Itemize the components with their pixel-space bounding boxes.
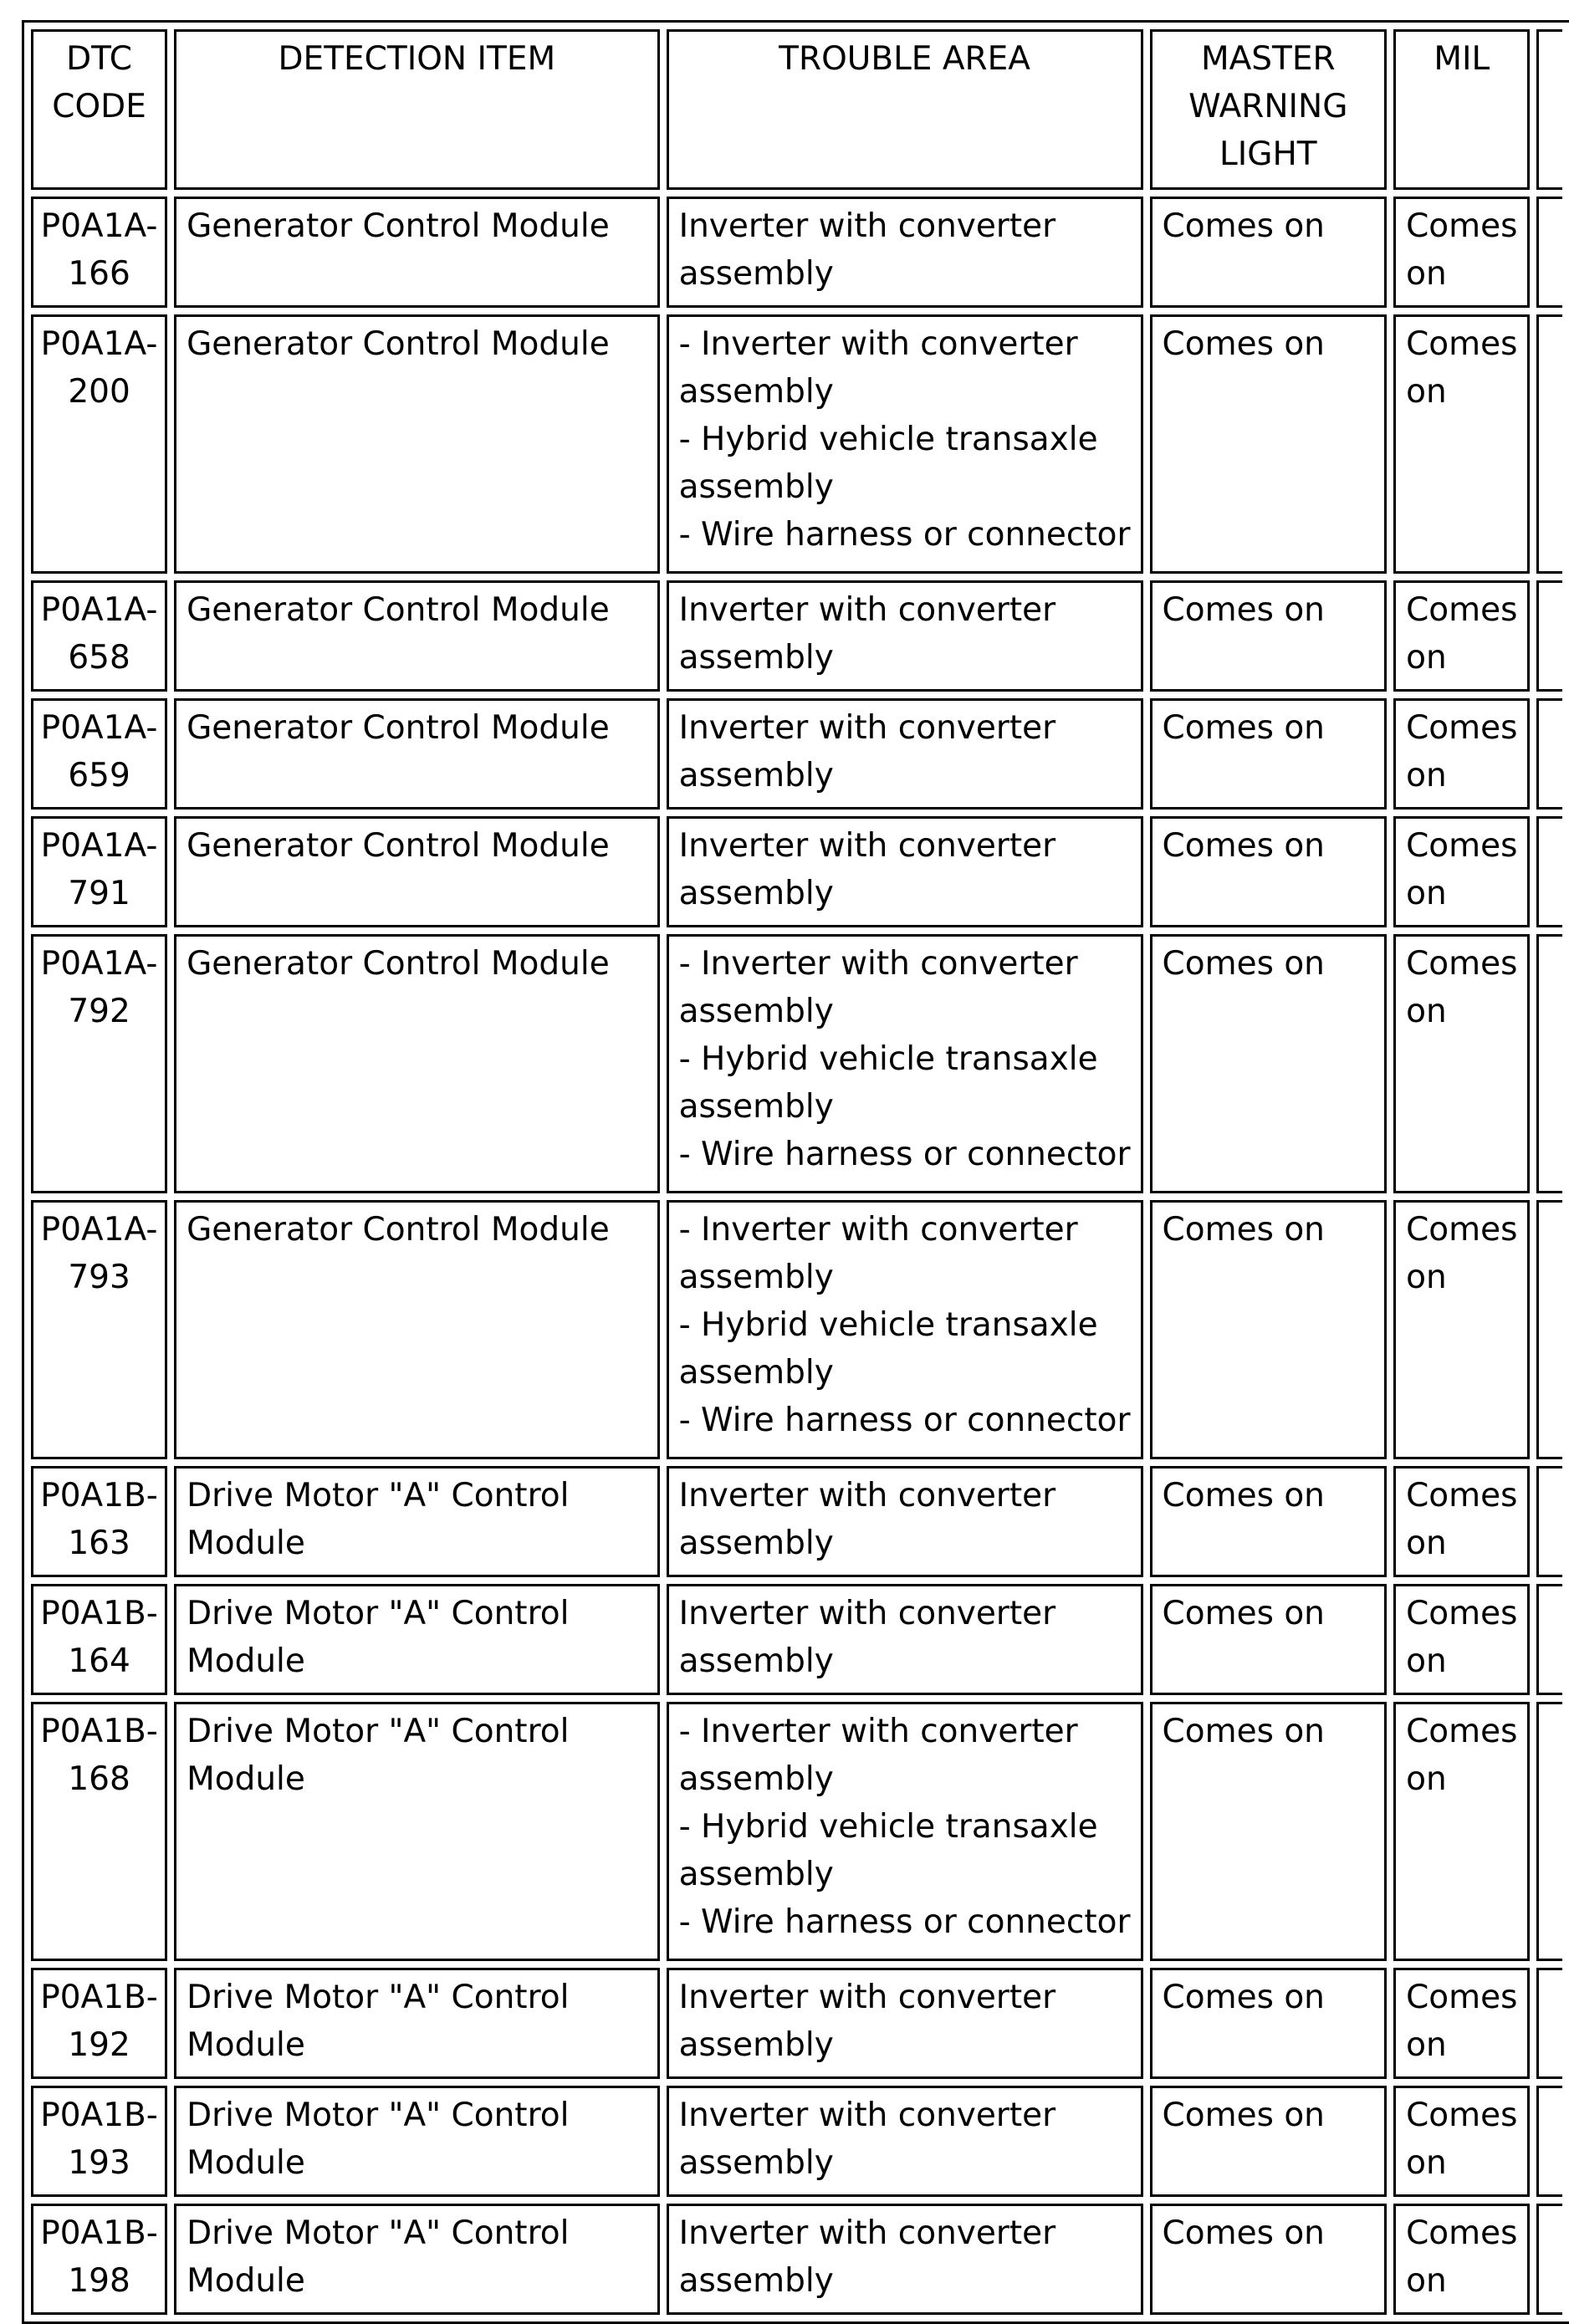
master-warning-light-cell: [1150, 1968, 1388, 2079]
cut-off-cell: [1536, 698, 1562, 810]
cell-text: assembly: [678, 1642, 834, 1680]
cell-text: Module: [187, 2026, 305, 2064]
cell-text: - Inverter with converter: [678, 945, 1078, 983]
cell-text: - Wire harness or connector: [678, 1136, 1131, 1173]
master-warning-light-cell: [1150, 1200, 1388, 1459]
trouble-area-cell: [667, 1702, 1143, 1961]
cut-off-cell: [1536, 1968, 1562, 2079]
detection-item-cell: [174, 1584, 660, 1695]
table-row: [31, 580, 1562, 692]
cell-text: P0A1A-: [40, 591, 158, 629]
cell-text: P0A1B-: [40, 2097, 158, 2134]
cell-text: assembly: [678, 1259, 834, 1296]
cell-text: Generator Control Module: [187, 827, 610, 865]
dtc-code-cell: [31, 1584, 167, 1695]
cell-text: 792: [68, 993, 130, 1030]
cell-text: 168: [68, 1760, 130, 1798]
cell-text: Module: [187, 2262, 305, 2300]
cell-text: assembly: [678, 1525, 834, 1562]
cell-text: assembly: [678, 2026, 834, 2064]
header-text: TROUBLE AREA: [779, 40, 1030, 78]
header-text: CODE: [52, 88, 146, 125]
trouble-area-cell: [667, 934, 1143, 1193]
cell-text: Generator Control Module: [187, 709, 610, 747]
cell-text: Inverter with converter: [678, 591, 1056, 629]
cell-text: Inverter with converter: [678, 2097, 1056, 2134]
cell-text: P0A1B-: [40, 1979, 158, 2016]
header-mil: [1393, 29, 1530, 190]
cell-text: P0A1A-: [40, 945, 158, 983]
dtc-code-cell: [31, 698, 167, 810]
cell-text: - Hybrid vehicle transaxle: [678, 421, 1098, 458]
detection-item-cell: [174, 1702, 660, 1961]
cell-text: P0A1A-: [40, 827, 158, 865]
cell-text: on: [1406, 1259, 1447, 1296]
table-row: [31, 1466, 1562, 1577]
cell-text: Inverter with converter: [678, 709, 1056, 747]
master-warning-light-cell: [1150, 1584, 1388, 1695]
table-row: [31, 1200, 1562, 1459]
cell-text: Comes on: [1162, 827, 1325, 865]
cut-off-cell: [1536, 2204, 1562, 2315]
detection-item-cell: [174, 2086, 660, 2197]
cell-text: Comes on: [1162, 945, 1325, 983]
table-row: [31, 2204, 1562, 2315]
dtc-code-cell: [31, 2086, 167, 2197]
header-text: DTC: [66, 40, 132, 78]
cut-off-cell: [1536, 1584, 1562, 1695]
cell-text: Inverter with converter: [678, 827, 1056, 865]
cell-text: assembly: [678, 639, 834, 677]
cell-text: 793: [68, 1259, 130, 1296]
cell-text: Comes: [1406, 945, 1518, 983]
cell-text: assembly: [678, 468, 834, 506]
cut-off-cell: [1536, 816, 1562, 927]
header-dtc-code: [31, 29, 167, 190]
cell-text: assembly: [678, 1354, 834, 1392]
cell-text: Comes on: [1162, 1595, 1325, 1632]
cell-text: - Wire harness or connector: [678, 516, 1131, 554]
cell-text: P0A1B-: [40, 2214, 158, 2252]
cell-text: assembly: [678, 255, 834, 293]
cell-text: assembly: [678, 2144, 834, 2182]
cell-text: Drive Motor "A" Control: [187, 2214, 570, 2252]
trouble-area-cell: [667, 1584, 1143, 1695]
mil-cell: [1393, 1584, 1530, 1695]
detection-item-cell: [174, 580, 660, 692]
cell-text: Drive Motor "A" Control: [187, 1979, 570, 2016]
master-warning-light-cell: [1150, 1702, 1388, 1961]
master-warning-light-cell: [1150, 698, 1388, 810]
trouble-area-cell: [667, 2086, 1143, 2197]
dtc-table: [22, 20, 1569, 2324]
cell-text: on: [1406, 639, 1447, 677]
dtc-code-cell: [31, 2204, 167, 2315]
cell-text: P0A1A-: [40, 207, 158, 245]
table-body: [31, 197, 1562, 2315]
cell-text: Comes: [1406, 325, 1518, 363]
detection-item-cell: [174, 816, 660, 927]
table-row: [31, 698, 1562, 810]
cell-text: 198: [68, 2262, 130, 2300]
cut-off-cell: [1536, 1702, 1562, 1961]
cell-text: Inverter with converter: [678, 207, 1056, 245]
cell-text: on: [1406, 255, 1447, 293]
table-row: [31, 2086, 1562, 2197]
dtc-code-cell: [31, 816, 167, 927]
mil-cell: [1393, 2086, 1530, 2197]
master-warning-light-cell: [1150, 2086, 1388, 2197]
cell-text: Generator Control Module: [187, 945, 610, 983]
detection-item-cell: [174, 197, 660, 308]
cell-text: Generator Control Module: [187, 207, 610, 245]
header-text: DETECTION ITEM: [278, 40, 556, 78]
dtc-code-cell: [31, 197, 167, 308]
cell-text: Module: [187, 2144, 305, 2182]
cell-text: Drive Motor "A" Control: [187, 1477, 570, 1514]
cell-text: Drive Motor "A" Control: [187, 1595, 570, 1632]
cell-text: P0A1B-: [40, 1477, 158, 1514]
mil-cell: [1393, 197, 1530, 308]
mil-cell: [1393, 934, 1530, 1193]
cell-text: P0A1A-: [40, 325, 158, 363]
cell-text: on: [1406, 2144, 1447, 2182]
detection-item-cell: [174, 1200, 660, 1459]
mil-cell: [1393, 1466, 1530, 1577]
cell-text: assembly: [678, 1760, 834, 1798]
dtc-code-cell: [31, 1702, 167, 1961]
table-row: [31, 816, 1562, 927]
mil-cell: [1393, 580, 1530, 692]
header-row: [31, 29, 1562, 190]
master-warning-light-cell: [1150, 1466, 1388, 1577]
cell-text: on: [1406, 757, 1447, 794]
cell-text: assembly: [678, 875, 834, 912]
cut-off-cell: [1536, 1200, 1562, 1459]
cell-text: Comes on: [1162, 1477, 1325, 1514]
cell-text: Comes: [1406, 1477, 1518, 1514]
dtc-code-cell: [31, 314, 167, 574]
cell-text: assembly: [678, 993, 834, 1030]
cell-text: - Wire harness or connector: [678, 1903, 1131, 1941]
trouble-area-cell: [667, 1466, 1143, 1577]
cut-off-cell: [1536, 580, 1562, 692]
cell-text: 658: [68, 639, 130, 677]
cell-text: on: [1406, 2026, 1447, 2064]
table-row: [31, 1702, 1562, 1961]
header-text: WARNING: [1188, 88, 1348, 125]
detection-item-cell: [174, 1968, 660, 2079]
master-warning-light-cell: [1150, 197, 1388, 308]
cell-text: 166: [68, 255, 130, 293]
mil-cell: [1393, 314, 1530, 574]
table-row: [31, 1968, 1562, 2079]
dtc-code-cell: [31, 934, 167, 1193]
cell-text: on: [1406, 2262, 1447, 2300]
cell-text: assembly: [678, 373, 834, 411]
cell-text: on: [1406, 875, 1447, 912]
cell-text: assembly: [678, 2262, 834, 2300]
header-text: LIGHT: [1219, 135, 1317, 173]
cell-text: Drive Motor "A" Control: [187, 2097, 570, 2134]
cell-text: Generator Control Module: [187, 325, 610, 363]
cell-text: on: [1406, 373, 1447, 411]
trouble-area-cell: [667, 2204, 1143, 2315]
cell-text: Inverter with converter: [678, 2214, 1056, 2252]
trouble-area-cell: [667, 197, 1143, 308]
master-warning-light-cell: [1150, 314, 1388, 574]
header-detection-item: [174, 29, 660, 190]
cell-text: on: [1406, 993, 1447, 1030]
header-text: MIL: [1434, 40, 1490, 78]
cell-text: Comes: [1406, 591, 1518, 629]
cell-text: - Hybrid vehicle transaxle: [678, 1306, 1098, 1344]
cell-text: Comes: [1406, 827, 1518, 865]
cell-text: Generator Control Module: [187, 591, 610, 629]
cell-text: Comes: [1406, 2214, 1518, 2252]
cell-text: Comes on: [1162, 1979, 1325, 2016]
cell-text: Comes on: [1162, 709, 1325, 747]
detection-item-cell: [174, 1466, 660, 1577]
cell-text: Comes on: [1162, 1211, 1325, 1249]
cell-text: assembly: [678, 1856, 834, 1893]
cut-off-cell: [1536, 314, 1562, 574]
cell-text: 791: [68, 875, 130, 912]
mil-cell: [1393, 816, 1530, 927]
cell-text: Comes: [1406, 1713, 1518, 1750]
detection-item-cell: [174, 314, 660, 574]
cell-text: - Inverter with converter: [678, 325, 1078, 363]
detection-item-cell: [174, 934, 660, 1193]
cell-text: 163: [68, 1525, 130, 1562]
cell-text: Comes: [1406, 2097, 1518, 2134]
master-warning-light-cell: [1150, 816, 1388, 927]
dtc-code-cell: [31, 580, 167, 692]
cell-text: Comes: [1406, 1211, 1518, 1249]
detection-item-cell: [174, 698, 660, 810]
cell-text: - Hybrid vehicle transaxle: [678, 1808, 1098, 1846]
cut-off-cell: [1536, 2086, 1562, 2197]
cell-text: Drive Motor "A" Control: [187, 1713, 570, 1750]
mil-cell: [1393, 1702, 1530, 1961]
cut-off-cell: [1536, 934, 1562, 1193]
table-header: [31, 29, 1562, 190]
cell-text: assembly: [678, 1088, 834, 1126]
cut-off-cell: [1536, 197, 1562, 308]
table-row: [31, 934, 1562, 1193]
cell-text: Comes: [1406, 1979, 1518, 2016]
cell-text: on: [1406, 1642, 1447, 1680]
cell-text: P0A1B-: [40, 1713, 158, 1750]
table-row: [31, 314, 1562, 574]
table-row: [31, 197, 1562, 308]
cell-text: Inverter with converter: [678, 1595, 1056, 1632]
header-trouble-area: [667, 29, 1143, 190]
trouble-area-cell: [667, 314, 1143, 574]
cell-text: Module: [187, 1760, 305, 1798]
dtc-code-cell: [31, 1466, 167, 1577]
cell-text: P0A1B-: [40, 1595, 158, 1632]
mil-cell: [1393, 2204, 1530, 2315]
cell-text: Module: [187, 1525, 305, 1562]
cell-text: 164: [68, 1642, 130, 1680]
cell-text: 200: [68, 373, 130, 411]
master-warning-light-cell: [1150, 580, 1388, 692]
cell-text: P0A1A-: [40, 1211, 158, 1249]
cell-text: - Inverter with converter: [678, 1211, 1078, 1249]
cell-text: on: [1406, 1760, 1447, 1798]
dtc-code-cell: [31, 1200, 167, 1459]
master-warning-light-cell: [1150, 934, 1388, 1193]
cell-text: Comes on: [1162, 591, 1325, 629]
cut-off-cell: [1536, 1466, 1562, 1577]
cell-text: Comes on: [1162, 1713, 1325, 1750]
cell-text: Module: [187, 1642, 305, 1680]
cell-text: Comes on: [1162, 2214, 1325, 2252]
cell-text: Inverter with converter: [678, 1979, 1056, 2016]
mil-cell: [1393, 1968, 1530, 2079]
cell-text: Comes: [1406, 1595, 1518, 1632]
trouble-area-cell: [667, 816, 1143, 927]
header-cut-off-column: [1536, 29, 1562, 190]
mil-cell: [1393, 1200, 1530, 1459]
trouble-area-cell: [667, 1968, 1143, 2079]
cell-text: on: [1406, 1525, 1447, 1562]
cell-text: - Hybrid vehicle transaxle: [678, 1040, 1098, 1078]
cell-text: Comes on: [1162, 325, 1325, 363]
table-row: [31, 1584, 1562, 1695]
master-warning-light-cell: [1150, 2204, 1388, 2315]
cell-text: Inverter with converter: [678, 1477, 1056, 1514]
detection-item-cell: [174, 2204, 660, 2315]
cell-text: Comes on: [1162, 2097, 1325, 2134]
dtc-code-cell: [31, 1968, 167, 2079]
cell-text: Comes: [1406, 207, 1518, 245]
cell-text: 193: [68, 2144, 130, 2182]
cell-text: 659: [68, 757, 130, 794]
trouble-area-cell: [667, 1200, 1143, 1459]
header-text: MASTER: [1200, 40, 1336, 78]
trouble-area-cell: [667, 580, 1143, 692]
header-master-warning-light: [1150, 29, 1388, 190]
cell-text: assembly: [678, 757, 834, 794]
cell-text: Comes on: [1162, 207, 1325, 245]
cell-text: - Inverter with converter: [678, 1713, 1078, 1750]
cell-text: Generator Control Module: [187, 1211, 610, 1249]
cell-text: - Wire harness or connector: [678, 1402, 1131, 1439]
cell-text: Comes: [1406, 709, 1518, 747]
mil-cell: [1393, 698, 1530, 810]
cell-text: 192: [68, 2026, 130, 2064]
cell-text: P0A1A-: [40, 709, 158, 747]
trouble-area-cell: [667, 698, 1143, 810]
